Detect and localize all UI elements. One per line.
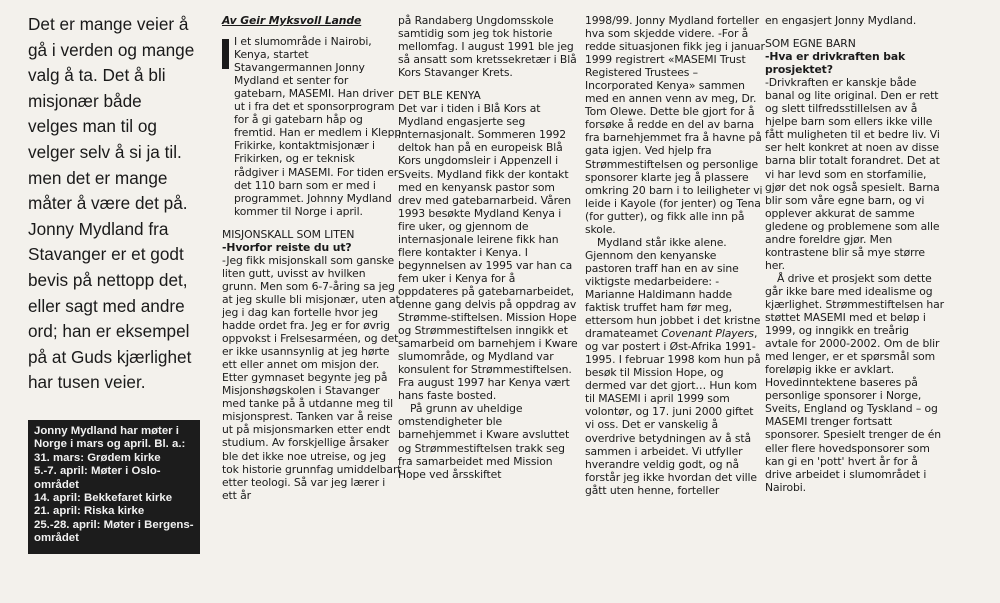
body-paragraph: På grunn av uheldige omstendigheter ble barnehjemmet i Kware avsluttet og Strømmestiftelsen trakk seg fra samarbeidet med Mission Hope ved årsskiftet: [398, 402, 570, 481]
section-heading: SOM EGNE BARN: [765, 37, 856, 51]
section-heading: MISJONSKALL SOM LITEN: [222, 227, 355, 241]
interview-question: -Hvorfor reiste du ut?: [222, 240, 352, 254]
interview-question: -Hva er drivkraften bak prosjektet?: [765, 50, 906, 77]
body-paragraph: -Jeg fikk misjonskall som ganske liten gutt, uvisst av hvilken grunn. Men som 6-7-åring sa jeg at jeg skulle bli misjonær, uten at jeg i dag kan fortelle hvor jeg hadde ordet fra. Jeg er for øvrig oppvokst i Frelsesarméen, og det er ikke usannsynlig at jeg hørte ett eller annet om misjon der. Etter gymnaset begynte jeg på Misjonshøgskolen i Stavanger med tanke på å utdanne meg til misjonsprest. Tanken var å reise ut på misjonsmarken etter endt studium. Av forskjellige årsaker ble det ikke noe utreise, og jeg tok historie grunnfag umiddelbart etter teologi. Så var jeg lærer i ett år: [222, 253, 402, 502]
infobox-item: 25.-28. april: Møter i Bergens-området: [34, 518, 194, 545]
body-paragraph: på Randaberg Ungdomsskole samtidig som jeg tok historie mellomfag. I august 1991 ble jeg så ansatt som kretssekretær i Blå Kors Stavanger Krets.: [398, 14, 577, 80]
body-paragraph: Å drive et prosjekt som dette går ikke bare med idealisme og kjærlighet. Strømmestiftelsen har støttet MASEMI med et beløp i 1999, og inngikk en treårig avtale for 2000-2002. Om de blir med lenger, er et spørsmål som foreløpig ikke er avklart. Hovedinntektene baseres på personlige sponsorer i Norge, Sveits, England og Tyskland – og MASEMI trenger fortsatt sponsorer. Spesielt trenger de én eller flere hovedsponsorer som kan gi en 'pott' hvert år for å drive arbeidet i slumområdet i Nairobi.: [765, 271, 945, 494]
lead-paragraph: I et slumområde i Nairobi, Kenya, startet Stavangermannen Jonny Mydland et senter for gatebarn, MASEMI. Han driver ut i fra det et sponsorprogram for å gi gatebarn håp og fremtid. Han er medlem i Klepp Frikirke, kontaktmisjonær i Frikirken, og er teknisk rådgiver i MASEMI. For tiden er det 110 barn som er med i programmet. Johnny Mydland kommer til Norge i april.: [234, 35, 402, 218]
infobox-item: 31. mars: Grødem kirke: [34, 451, 161, 464]
section-heading: DET BLE KENYA: [398, 89, 481, 103]
body-paragraph: en engasjert Jonny Mydland.: [765, 14, 917, 27]
article-column-4: [765, 14, 945, 494]
lead-paragraph-wrap: [222, 35, 402, 218]
article-column-2: [398, 14, 578, 481]
meetings-infobox: [28, 420, 200, 554]
body-paragraph: Det var i tiden i Blå Kors at Mydland engasjerte seg internasjonalt. Sommeren 1992 deltok han på en europeisk Blå Kors ungdomsleir i Appenzell i Sveits. Mydland fikk der kontakt med en kenyansk pastor som drev med gatebarnarbeid. Våren 1993 besøkte Mydland Kenya i fire uker, og gjennom de internasjonale leirene fikk han flere kontakter i Kenya. I begynnelsen av 1995 var han ca fem uker i Kenya for å oppdateres på gatebarnarbeidet, denne gang delvis på oppdrag av Strømme-stiftelsen. Mission Hope og Strømmestiftelsen inngikk et samarbeid om barnehjem i Kware slumområde, og Mydland var konsulent for Strømmestiftelsen. Fra august 1997 har Kenya vært hans faste bosted.: [398, 102, 578, 403]
infobox-heading: Jonny Mydland har møter i Norge i mars og april. Bl. a.:: [34, 425, 186, 451]
infobox-item: 14. april: Bekkefaret kirke: [34, 492, 173, 505]
article-column-1: [222, 14, 402, 502]
emphasis-text: Covenant Players: [661, 327, 754, 341]
article-column-3: [585, 14, 765, 497]
drop-cap-bar: [222, 39, 229, 69]
body-text: Mydland står ikke alene. Gjennom den kenyanske pastoren traff han en av sine viktigste medarbeidere: -Marianne Haldimann hadde faktisk truffet ham før meg, ettersom hun jobbet i det kristne dramateamet: [585, 235, 761, 341]
body-paragraph: [585, 236, 765, 497]
infobox-item: 21. april: Riska kirke: [34, 505, 145, 518]
intro-text: Det er mange veier å gå i verden og mange valg å ta. Det å bli misjonær både velges man til og velger selv å si ja til. men det er mange måter å være det på. Jonny Mydland fra Stavanger er et godt bevis på nettopp det, eller sagt med andre ord; han er eksempel på at Guds kjærlighet har tusen veier.: [28, 14, 195, 393]
body-text: , og var postert i Øst-Afrika 1991-1995. I februar 1998 kom hun på besøk til Mission Hope, og dermed var det gjort… Hun kom til MASEMI i april 1999 som volontør, og 17. juni 2000 giftet vi oss. Det er vanskelig å overdrive betydningen av å stå sammen i arbeidet. Vi utfyller hverandre veldig godt, og nå forstår jeg ikke hvordan det ville gått uten henne, forteller: [585, 327, 761, 497]
body-paragraph: -Drivkraften er kanskje både banal og lite original. Den er rett og slett tilfredsstillelsen av å hjelpe barn som ellers ikke ville fått muligheten til et bedre liv. Vi ser helt konkret at noen av disse barna blir totalt forandret. Det at vi har levd som en storfamilie, gjør det nok også spesielt. Barna blir som våre egne barn, og vi opplever akkurat de samme gledene og problemene som alle andre foreldre gjør. Men kontrastene blir så mye større her.: [765, 76, 940, 272]
byline: Av Geir Myksvoll Lande: [222, 14, 362, 27]
body-paragraph: 1998/99. Jonny Mydland forteller hva som skjedde videre. -For å redde situasjonen fikk jeg i januar 1999 registrert «MASEMI Trust Registered Trustees – Incorporated Kenya» sammen med en annen venn av meg, Dr. Tom Olewe. Dette ble gjort for å forsøke å redde en del av barna fra barnehjemmet fra å havne på gata igjen. Ved hjelp fra Strømmestiftelsen og personlige sponsorer klarte jeg å plassere omkring 20 barn i to leiligheter vi leide i Kayole (for jenter) og Tena (for gutter), og fikk alle inn på skole.: [585, 14, 765, 236]
infobox-item: 5.-7. april: Møter i Oslo-området: [34, 465, 161, 491]
